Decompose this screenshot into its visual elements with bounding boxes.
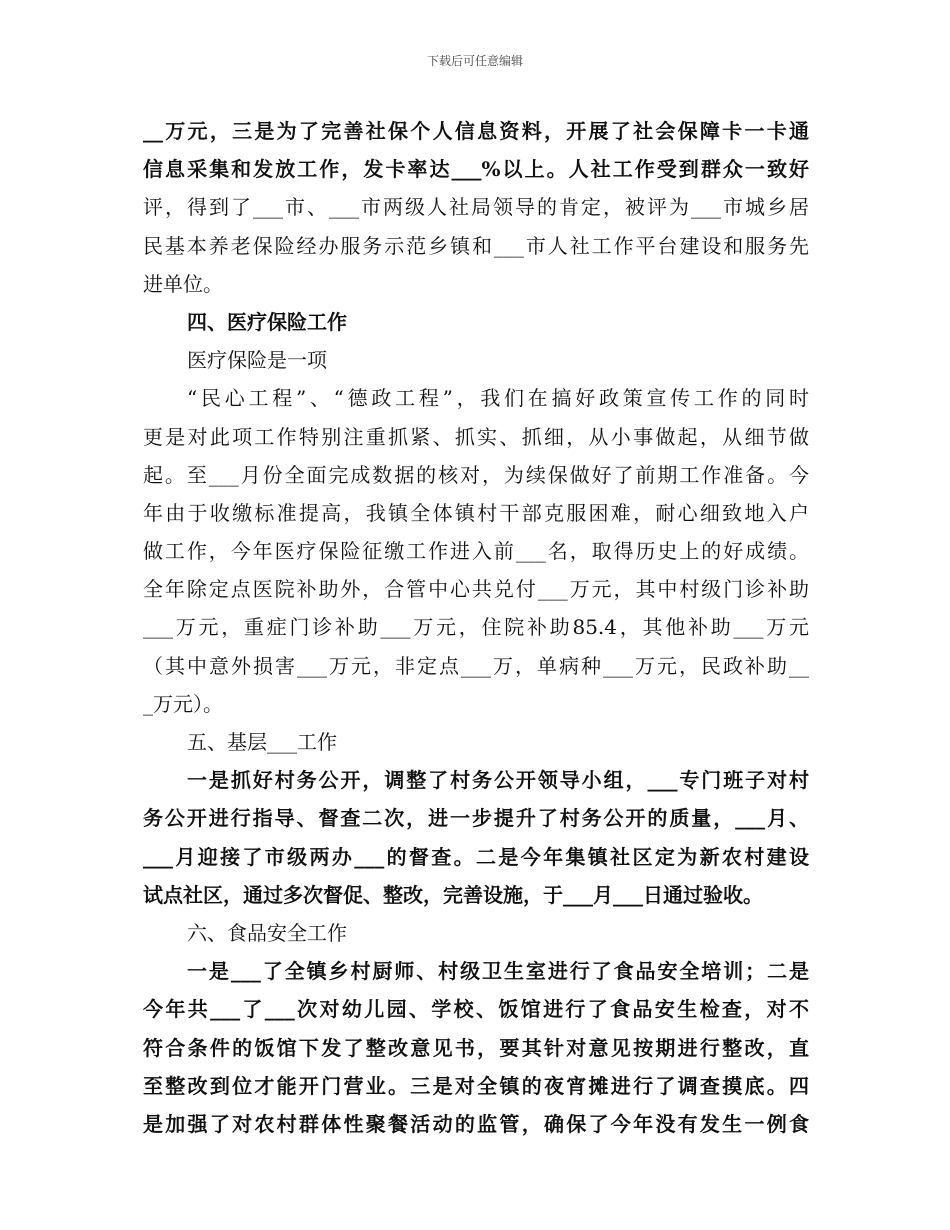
text-line: 今年共___了___次对幼儿园、学校、饭馆进行了食品安生检查，对不 — [143, 997, 809, 1022]
document-body — [143, 112, 809, 1143]
text-line: 务公开进行指导、督查二次，进一步提升了村务公开的质量，___月、 — [143, 806, 809, 831]
text-line: __万元，三是为了完善社保个人信息资料，开展了社会保障卡一卡通 — [143, 119, 809, 143]
text-line: 信息采集和发放工作，发卡率达___%以上。人社工作受到群众一致好 — [143, 157, 809, 182]
text-line: 民基本养老保险经办服务示范乡镇和___市人社工作平台建设和服务先 — [143, 233, 809, 258]
text-line: 评，得到了___市、___市两级人社局领导的肯定，被评为___市城乡居 — [143, 195, 809, 220]
text-line: 一是___了全镇乡村厨师、村级卫生室进行了食品安全培训；二是 — [187, 959, 809, 984]
text-line: _万元）。 — [143, 691, 223, 716]
text-line: 更是对此项工作特别注重抓紧、抓实、抓细，从小事做起，从细节做 — [143, 424, 809, 449]
text-line: 一是抓好村务公开，调整了村务公开领导小组，___专门班子对村 — [187, 768, 809, 793]
text-line: ___月迎接了市级两办___的督查。二是今年集镇社区定为新农村建设 — [143, 844, 809, 869]
text-line: 符合条件的饭馆下发了整改意见书，要其针对意见按期进行整改，直 — [143, 1035, 809, 1060]
text-line: 做工作，今年医疗保险征缴工作进入前___名，取得历史上的好成绩。 — [143, 539, 809, 564]
text-line: 六、食品安全工作 — [187, 920, 347, 945]
text-line: 全年除定点医院补助外，合管中心共兑付___万元，其中村级门诊补助 — [143, 577, 809, 602]
text-line: 试点社区，通过多次督促、整改，完善设施，于___月___日通过验收。 — [143, 882, 763, 907]
text-line: 医疗保险是一项 — [187, 348, 327, 373]
page-header: 下载后可任意编辑 — [426, 54, 523, 68]
text-line: 五、基层___工作 — [187, 730, 337, 754]
text-line: 进单位。 — [143, 271, 223, 296]
text-line: ___万元，重症门诊补助___万元，住院补助85.4，其他补助___万元 — [143, 615, 809, 640]
text-line: （其中意外损害___万元，非定点___万，单病种___万元，民政补助__ — [143, 653, 809, 678]
text-line: 是加强了对农村群体性聚餐活动的监管，确保了今年没有发生一例食 — [143, 1111, 809, 1136]
text-line: 年由于收缴标准提高，我镇全体镇村干部克服困难，耐心细致地入户 — [143, 500, 809, 525]
text-line: 起。至___月份全面完成数据的核对，为续保做好了前期工作准备。今 — [143, 462, 809, 487]
text-line: 四、医疗保险工作 — [187, 309, 347, 334]
text-line: 至整改到位才能开门营业。三是对全镇的夜宵摊进行了调查摸底。四 — [143, 1073, 809, 1098]
text-line: “民心工程”、“德政工程”，我们在搞好政策宣传工作的同时 — [187, 386, 809, 411]
